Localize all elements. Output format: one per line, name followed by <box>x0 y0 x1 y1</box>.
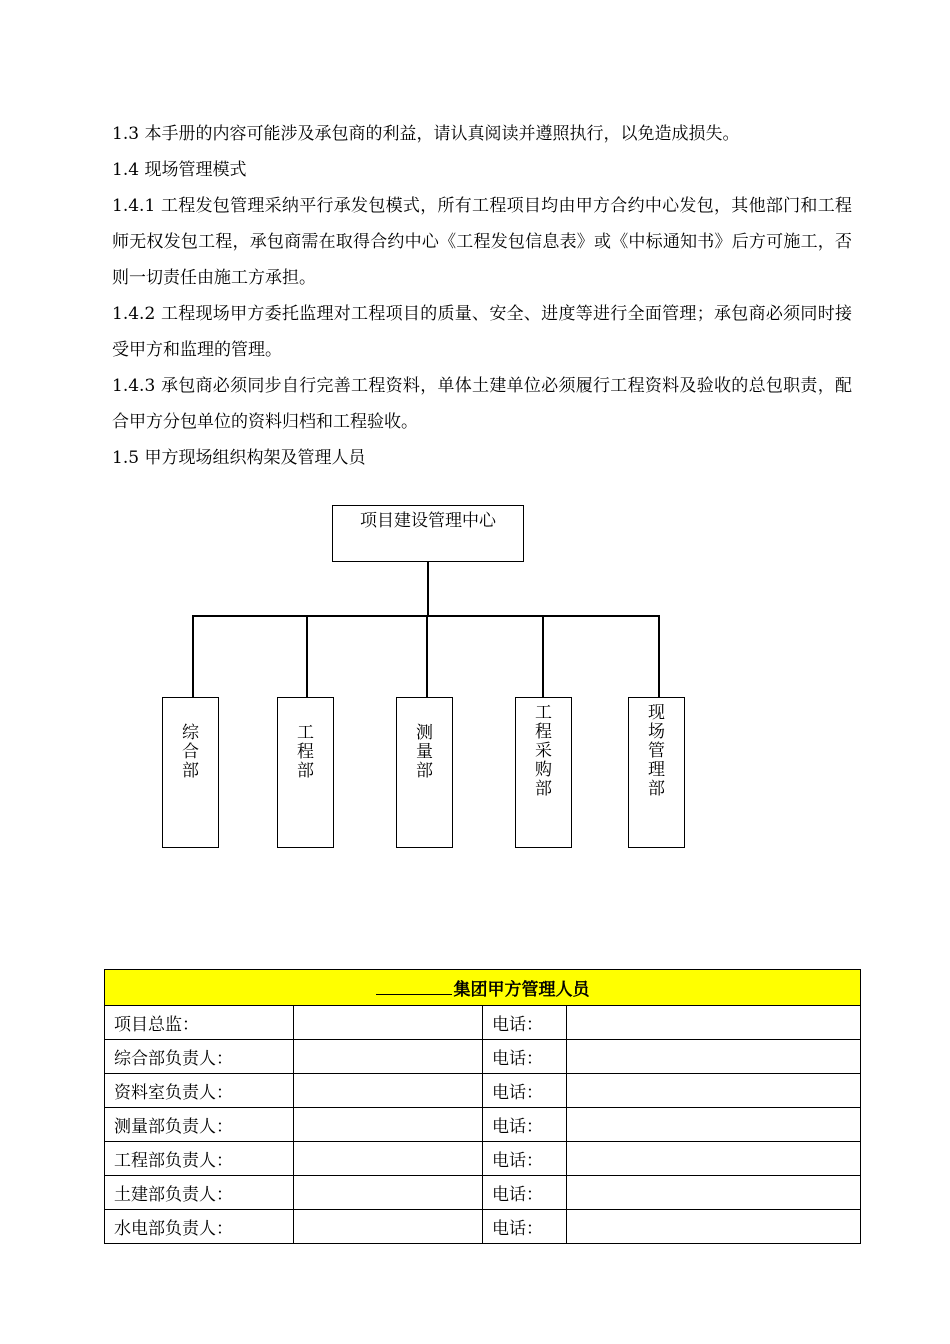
paragraph-1-4-3: 1.4.3 承包商必须同步自行完善工程资料，单体土建单位必须履行工程资料及验收的总包职责，配合甲方分包单位的资料归档和工程验收。 <box>112 376 852 432</box>
org-dept-box-4 <box>515 697 572 848</box>
phone-label-cell: 电话： <box>483 1074 567 1108</box>
phone-value-cell[interactable] <box>567 1074 861 1108</box>
staff-table-title-cell <box>105 970 861 1006</box>
org-dept-box-2 <box>277 697 334 848</box>
phone-value-cell[interactable] <box>567 1040 861 1074</box>
phone-value-cell[interactable] <box>567 1176 861 1210</box>
staff-table <box>104 969 861 1244</box>
org-dept-box-1 <box>162 697 219 848</box>
staff-table-header <box>105 970 861 1006</box>
name-cell[interactable] <box>294 1108 483 1142</box>
name-cell[interactable] <box>294 1142 483 1176</box>
role-cell: 资料室负责人： <box>105 1074 294 1108</box>
table-row <box>105 1074 861 1108</box>
role-cell: 土建部负责人： <box>105 1176 294 1210</box>
phone-value-cell[interactable] <box>567 1006 861 1040</box>
paragraph-1-3: 1.3 本手册的内容可能涉及承包商的利益，请认真阅读并遵照执行，以免造成损失。 <box>112 124 740 144</box>
connector-drop-1 <box>192 615 194 697</box>
staff-table-container <box>104 969 860 1244</box>
name-cell[interactable] <box>294 1040 483 1074</box>
connector-drop-5 <box>658 615 660 697</box>
connector-drop-2 <box>306 615 308 697</box>
name-cell[interactable] <box>294 1176 483 1210</box>
table-row <box>105 1108 861 1142</box>
phone-label-cell: 电话： <box>483 1040 567 1074</box>
phone-value-cell[interactable] <box>567 1108 861 1142</box>
org-root-box <box>332 505 524 562</box>
phone-label-cell: 电话： <box>483 1176 567 1210</box>
phone-value-cell[interactable] <box>567 1142 861 1176</box>
paragraph-1-4-1: 1.4.1 工程发包管理采纳平行承发包模式，所有工程项目均由甲方合约中心发包，其他部门和工程师无权发包工程，承包商需在取得合约中心《工程发包信息表》或《中标通知书》后方可施工，否则一切责任由施工方承担。 <box>112 196 852 288</box>
heading-1-4: 1.4 现场管理模式 <box>112 160 247 180</box>
role-cell: 水电部负责人： <box>105 1210 294 1244</box>
heading-1-5: 1.5 甲方现场组织构架及管理人员 <box>112 448 366 468</box>
org-dept-label-4: 工程采购部 <box>535 703 552 799</box>
phone-label-cell: 电话： <box>483 1142 567 1176</box>
table-row <box>105 1142 861 1176</box>
role-cell: 综合部负责人： <box>105 1040 294 1074</box>
connector-horizontal <box>192 615 659 617</box>
role-cell: 测量部负责人： <box>105 1108 294 1142</box>
staff-table-title: 集团甲方管理人员 <box>453 980 590 1000</box>
org-dept-label-2: 工程部 <box>297 723 314 781</box>
paragraph-1-4-2: 1.4.2 工程现场甲方委托监理对工程项目的质量、安全、进度等进行全面管理；承包商必须同时接受甲方和监理的管理。 <box>112 304 852 360</box>
org-root-label: 项目建设管理中心 <box>360 511 496 531</box>
phone-label-cell: 电话： <box>483 1006 567 1040</box>
org-dept-label-1: 综合部 <box>182 723 199 781</box>
table-row <box>105 1040 861 1074</box>
name-cell[interactable] <box>294 1210 483 1244</box>
org-dept-label-5: 现场管理部 <box>648 703 665 799</box>
document-body <box>112 116 852 476</box>
org-dept-label-3: 测量部 <box>416 723 433 781</box>
name-cell[interactable] <box>294 1074 483 1108</box>
org-dept-box-3 <box>396 697 453 848</box>
table-row <box>105 1210 861 1244</box>
connector-drop-4 <box>542 615 544 697</box>
phone-value-cell[interactable] <box>567 1210 861 1244</box>
connector-root-down <box>427 562 429 616</box>
role-cell: 工程部负责人： <box>105 1142 294 1176</box>
role-cell: 项目总监： <box>105 1006 294 1040</box>
name-cell[interactable] <box>294 1006 483 1040</box>
group-name-blank <box>376 980 452 995</box>
connector-drop-3 <box>426 615 428 697</box>
org-dept-box-5 <box>628 697 685 848</box>
table-row <box>105 1006 861 1040</box>
table-row <box>105 1176 861 1210</box>
phone-label-cell: 电话： <box>483 1108 567 1142</box>
phone-label-cell: 电话： <box>483 1210 567 1244</box>
